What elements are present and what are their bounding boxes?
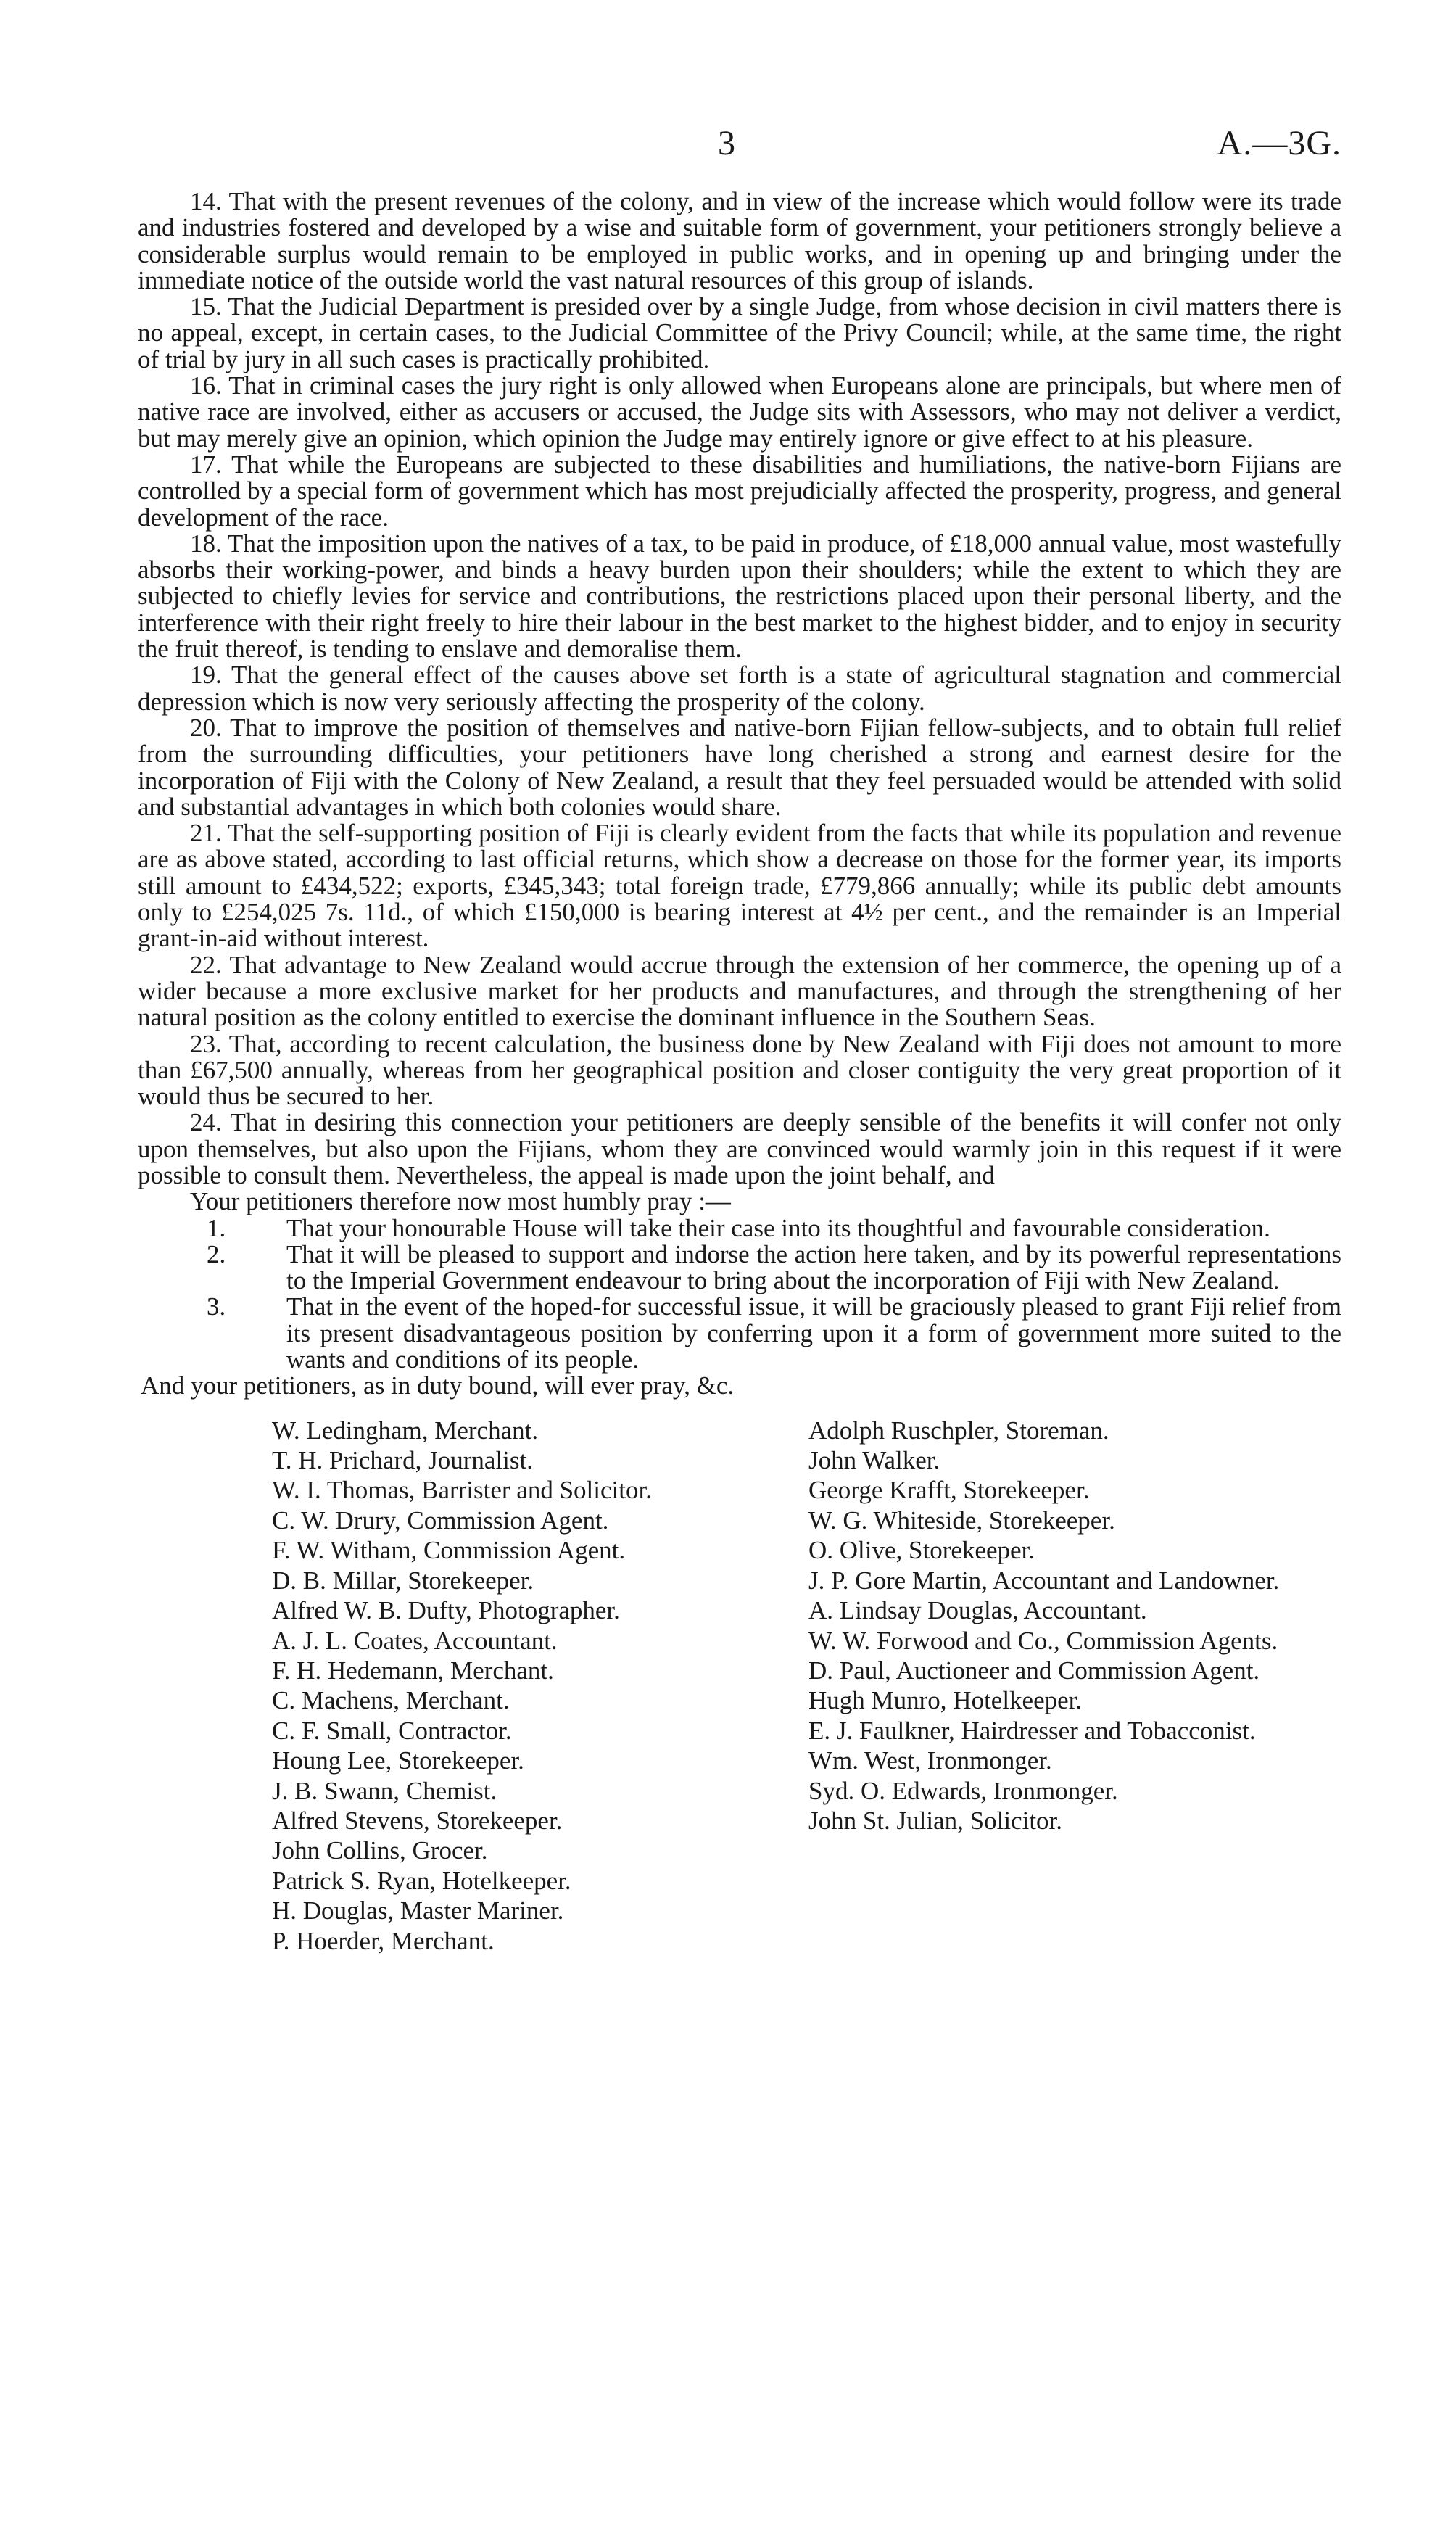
signatory: H. Douglas, Master Mariner. [272,1896,564,1925]
signatory: W. G. Whiteside, Storekeeper. [808,1506,1115,1535]
document-page [138,109,1341,1956]
prayer-intro: Your petitioners therefore now most humbly pray :— [190,1187,731,1216]
paragraph-15: 15. That the Judicial Department is presided over by a single Judge, from whose decision in civil matters there is no appeal, except, in certain cases, to the Judicial Committee of the Privy Council; while, at the same time, the right of trial by jury in all such cases is practically prohibited. [138,292,1341,373]
page-header [138,109,1341,189]
signatory: Wm. West, Ironmonger. [808,1746,1052,1775]
signatory: Hugh Munro, Hotelkeeper. [808,1686,1083,1715]
petition-body [138,189,1341,1400]
prayer-item-number: 3. [207,1292,226,1321]
signatory: Patrick S. Ryan, Hotelkeeper. [272,1866,571,1895]
signatory: T. H. Prichard, Journalist. [272,1446,533,1475]
signatory: John St. Julian, Solicitor. [808,1806,1063,1835]
signatory: Alfred W. B. Dufty, Photographer. [272,1596,620,1625]
signatory: C. Machens, Merchant. [272,1686,510,1715]
paragraph-24: 24. That in desiring this connection your petitioners are deeply sensible of the benefits it will confer not only upon themselves, but also upon the Fijians, whom they are convinced would warmly join in this request if it were possible to consult them. Nevertheless, the appeal is made upon the joint behalf, and [138,1108,1341,1189]
signatory: P. Hoerder, Merchant. [272,1926,495,1955]
signatories-right-column [808,1416,1316,1956]
signatory: George Krafft, Storekeeper. [808,1476,1090,1505]
signatory: E. J. Faulkner, Hairdresser and Tobacconist. [808,1716,1256,1745]
prayer-item-number: 2. [207,1239,226,1268]
paragraph-19: 19. That the general effect of the causes above set forth is a state of agricultural stagnation and commercial depression which is now very seriously affecting the prosperity of the colony. [138,661,1341,716]
signatory: D. B. Millar, Storekeeper. [272,1566,534,1595]
signatory: J. P. Gore Martin, Accountant and Landowner. [808,1566,1280,1595]
prayer-item-text: That it will be pleased to support and indorse the action here taken, and by its powerful representations to the Imperial Government endeavour to bring about the incorporation of Fiji with New Zealand. [286,1239,1341,1295]
signatory: Houng Lee, Storekeeper. [272,1746,524,1775]
paragraph-20: 20. That to improve the position of themselves and native-born Fijian fellow-subjects, and to obtain full relief from the surrounding difficulties, your petitioners have long cherished a strong and earnest desire for the incorporation of Fiji with the Colony of New Zealand, a result that they feel persuaded would be attended with solid and substantial advantages in which both colonies would share. [138,713,1341,821]
prayer-item [207,1292,1341,1374]
signatory: W. Ledingham, Merchant. [272,1416,539,1445]
signatory: Syd. O. Edwards, Ironmonger. [808,1776,1118,1805]
page-number: 3 [718,124,735,162]
paragraph-21: 21. That the self-supporting position of Fiji is clearly evident from the facts that while its population and revenue are as above stated, according to last official returns, which show a decrease on those for the former year, its imports still amount to £434,522; exports, £345,343; total foreign trade, £779,866 annually; while its public debt amounts only to £254,025 7s. 11d., of which £150,000 is bearing interest at 4½ per cent., and the remainder is an Imperial grant-in-aid without interest. [138,819,1341,953]
signatory: F. W. Witham, Commission Agent. [272,1536,626,1565]
signatory: F. H. Hedemann, Merchant. [272,1656,554,1685]
signatory: O. Olive, Storekeeper. [808,1536,1035,1565]
signatory: A. Lindsay Douglas, Accountant. [808,1596,1147,1625]
prayer-item-text: That in the event of the hoped-for successful issue, it will be graciously pleased to grant Fiji relief from its present disadvantageous position by conferring upon it a form of government more suited to the wants and conditions of its people. [286,1292,1341,1374]
closing-line: And your petitioners, as in duty bound, will ever pray, &c. [141,1371,735,1400]
prayer-list [138,1215,1341,1374]
prayer-item-number: 1. [207,1213,226,1242]
signatory: A. J. L. Coates, Accountant. [272,1626,558,1655]
paragraph-16: 16. That in criminal cases the jury right is only allowed when Europeans alone are principals, but where men of native race are involved, either as accusers or accused, the Judge sits with Assessors, who may not deliver a verdict, but may merely give an opinion, which opinion the Judge may entirely ignore or give effect to at his pleasure. [138,371,1341,453]
paragraph-22: 22. That advantage to New Zealand would accrue through the extension of her commerce, the opening up of a wider because a more exclusive market for her products and manufactures, and through the strengthening of her natural position as the colony entitled to exercise the dominant influence in the Southern Seas. [138,950,1341,1032]
paragraph-17: 17. That while the Europeans are subjected to these disabilities and humiliations, the native-born Fijians are controlled by a special form of government which has most prejudicially affected the prosperity, progress, and general development of the race. [138,450,1341,532]
prayer-item [207,1239,1341,1295]
signatories [138,1416,1341,1956]
paragraph-14: 14. That with the present revenues of the colony, and in view of the increase which would follow were its trade and industries fostered and developed by a wise and suitable form of government, your petitioners strongly believe a considerable surplus would remain to be employed in public works, and in opening up and bringing under the immediate notice of the outside world the vast natural resources of this group of islands. [138,187,1341,294]
paragraph-18: 18. That the imposition upon the natives of a tax, to be paid in produce, of £18,000 annual value, most wastefully absorbs their working-power, and binds a heavy burden upon their shoulders; while the extent to which they are subjected to chiefly levies for service and contributions, the restrictions placed upon their personal liberty, and the interference with their right freely to hire their labour in the best market to the highest bidder, and to enjoy in security the fruit thereof, is tending to enslave and demoralise them. [138,529,1341,664]
signatory: C. W. Drury, Commission Agent. [272,1506,609,1535]
signatory: W. W. Forwood and Co., Commission Agents. [808,1626,1278,1655]
paragraph-23: 23. That, according to recent calculation, the business done by New Zealand with Fiji does not amount to more than £67,500 annually, whereas from her geographical position and closer contiguity the very great proportion of it would thus be secured to her. [138,1029,1341,1111]
signatories-left-column [272,1416,808,1956]
signatory: D. Paul, Auctioneer and Commission Agent. [808,1656,1260,1685]
document-reference: A.—3G. [1217,124,1341,162]
signatory: Adolph Ruschpler, Storeman. [808,1416,1109,1445]
signatory: W. I. Thomas, Barrister and Solicitor. [272,1476,652,1505]
signatory: John Collins, Grocer. [272,1836,488,1865]
signatory: C. F. Small, Contractor. [272,1716,512,1745]
prayer-item [207,1213,1341,1242]
signatory: Alfred Stevens, Storekeeper. [272,1806,563,1835]
signatory: J. B. Swann, Chemist. [272,1776,497,1805]
prayer-item-text: That your honourable House will take their case into its thoughtful and favourable consideration. [286,1213,1270,1242]
signatory: John Walker. [808,1446,940,1475]
